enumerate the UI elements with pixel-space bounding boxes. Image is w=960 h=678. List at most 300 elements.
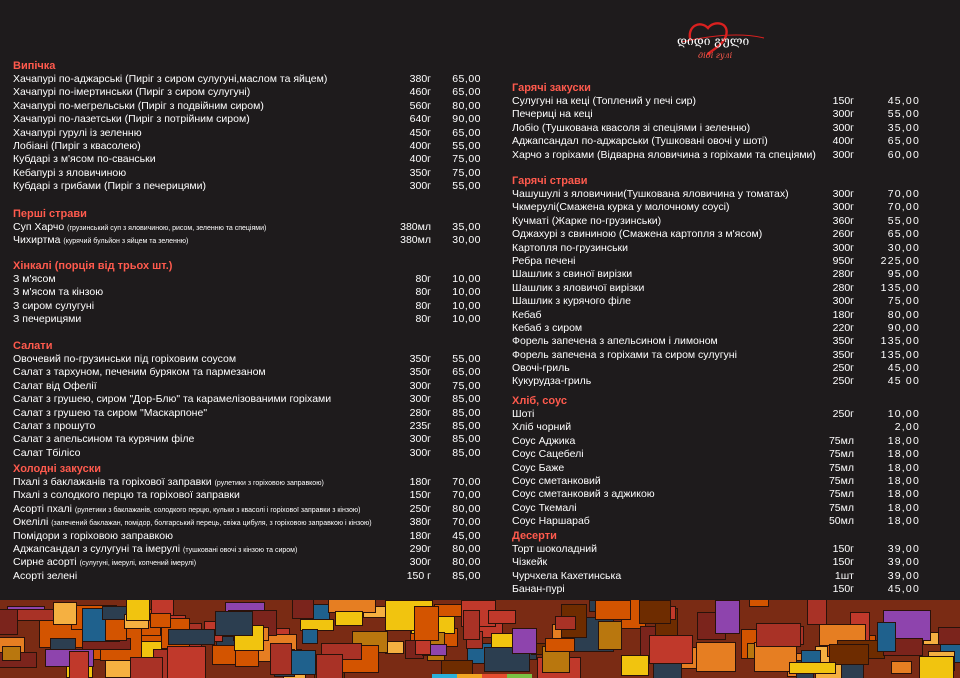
rooftop-shape (807, 600, 827, 625)
rooftop-shape (891, 661, 912, 674)
menu-item-portion: 300г (409, 433, 431, 446)
menu-item-name (512, 228, 762, 241)
menu-item-name (512, 543, 597, 556)
menu-item-name (512, 95, 696, 108)
menu-item-name (512, 502, 577, 515)
rooftop-shape (749, 600, 769, 607)
menu-section (13, 340, 481, 460)
dish-name: Торт шоколадний (512, 543, 597, 555)
menu-item-portion: 450г (409, 126, 431, 139)
section-title: Десерти (512, 530, 557, 542)
dish-name: Окелілі (13, 516, 49, 529)
menu-item (512, 435, 922, 448)
rooftop-shape (69, 651, 89, 678)
color-strip-green (507, 674, 532, 678)
menu-item-name (13, 86, 250, 99)
menu-item (13, 299, 481, 313)
dish-name: З м'ясом (13, 273, 56, 285)
dish-name: Чізкейк (512, 556, 548, 569)
menu-item-portion: 150г (832, 556, 854, 569)
dish-name: Хачапурі гурулі із зеленню (13, 126, 142, 139)
menu-item-price: 55,00 (452, 180, 481, 193)
dish-name: Шашлик з свиної вирізки (512, 268, 633, 281)
dish-name: Кебаб з сиром (512, 321, 583, 334)
menu-item-price: 70,00 (452, 516, 481, 529)
menu-item-name (512, 255, 576, 268)
menu-item (13, 234, 481, 247)
menu-item-portion: 80г (415, 286, 431, 299)
menu-item-price: 85,00 (452, 406, 481, 419)
menu-item-price: 85,00 (452, 393, 481, 406)
dish-name: Соус Сацебелі (512, 448, 584, 461)
menu-item-name (13, 180, 206, 193)
menu-item-portion: 180г (409, 529, 431, 542)
dish-name: Соус сметанковий з аджикою (512, 488, 655, 501)
rooftop-shape (639, 600, 671, 624)
menu-item-portion: 260г (832, 228, 854, 241)
menu-item-price: 45,00 (887, 362, 920, 375)
menu-item-portion: 80г (415, 273, 431, 285)
menu-item-portion: 150 г (406, 569, 431, 582)
dish-name: Чкмерулі(Смажена курка у молочному соусі) (512, 201, 730, 214)
dish-name: Овочевий по-грузинськи під горіховим соусом (13, 353, 237, 365)
menu-item-name (13, 140, 141, 153)
menu-item-name (512, 268, 632, 281)
dish-name: Суп Харчо (13, 221, 65, 233)
menu-item (512, 488, 922, 501)
menu-item-portion: 950г (832, 254, 854, 267)
dish-name: Салат з прошуто (13, 419, 96, 432)
menu-section (13, 463, 481, 583)
menu-item (13, 569, 481, 583)
menu-item-price: 70,00 (452, 489, 481, 502)
menu-item-price: 135,00 (880, 348, 920, 361)
menu-item-price: 55,00 (452, 353, 481, 365)
menu-item (512, 335, 922, 348)
menu-item-name (512, 488, 655, 501)
rooftop-shape (215, 611, 253, 636)
menu-item (512, 215, 922, 228)
menu-item-portion: 250г (409, 502, 431, 515)
menu-item-price: 39,00 (887, 569, 920, 582)
menu-item (512, 543, 922, 556)
menu-item (512, 362, 922, 375)
menu-item (512, 295, 922, 308)
dish-note: (курячий бульйон з яйцем та зеленню) (63, 238, 189, 246)
menu-item-price: 80,00 (452, 502, 481, 515)
menu-item-portion: 300г (832, 108, 854, 121)
dish-name: Шашлик з яловичої вирізки (512, 281, 645, 294)
menu-item-price: 10,00 (452, 299, 481, 312)
menu-item-portion: 180г (832, 308, 854, 321)
rooftop-shape (302, 629, 318, 644)
menu-item-portion: 150г (832, 543, 854, 555)
menu-item-portion: 75мл (828, 448, 854, 461)
menu-item (512, 583, 922, 596)
menu-item-price: 70,00 (887, 188, 920, 200)
dish-name: Харчо з горіхами (Відварна яловичина з горіхами та спеціями) (512, 148, 816, 161)
menu-item-price: 135,00 (880, 281, 920, 294)
menu-item-price: 45,00 (887, 583, 920, 596)
menu-item-price: 75,00 (452, 153, 481, 166)
section-title: Гарячі закуски (512, 82, 591, 94)
dish-name: Картопля по-грузинськи (512, 241, 628, 254)
dish-name: Кукурудза-гриль (512, 375, 592, 388)
dish-note: (рулетики з баклажанів, солодкого перцю, кульки з квасолі і горіхової заправки з кінзою) (74, 506, 361, 514)
menu-item-portion: 75мл (828, 461, 854, 474)
menu-item-name (13, 489, 240, 502)
menu-item-price: 225,00 (880, 254, 920, 267)
menu-item-name (13, 476, 324, 490)
menu-item-price: 85,00 (452, 446, 481, 459)
rooftop-shape (414, 606, 439, 641)
menu-item-portion: 300г (832, 201, 854, 214)
menu-item-portion: 280г (832, 281, 854, 294)
rooftop-shape (715, 600, 740, 634)
dish-name: Салат з апельсином та курячим філе (13, 433, 195, 446)
dish-name: Форель запечена з горіхами та сиром сулугуні (512, 348, 737, 361)
menu-item-name (512, 408, 534, 421)
rooftop-shape (168, 629, 215, 645)
menu-item-name (512, 448, 584, 461)
decorative-rooftops-illustration (0, 600, 960, 678)
menu-item (512, 462, 922, 475)
rooftop-shape (877, 622, 896, 652)
menu-item-price: 30,00 (452, 234, 481, 247)
menu-section (13, 260, 481, 327)
menu-item (13, 406, 481, 420)
menu-item-name (13, 380, 97, 393)
menu-item-price: 65,00 (452, 73, 481, 85)
menu-item-price: 10,00 (452, 286, 481, 299)
menu-item-name (512, 583, 565, 596)
menu-item-name (13, 353, 236, 366)
menu-item-portion: 80г (415, 299, 431, 312)
rooftop-shape (789, 662, 836, 674)
menu-section (512, 395, 922, 529)
menu-item (512, 135, 922, 148)
menu-item-portion: 300г (832, 121, 854, 134)
color-strip-blue (432, 674, 457, 678)
rooftop-shape (2, 646, 21, 661)
menu-item (13, 542, 481, 556)
menu-item (13, 379, 481, 393)
menu-item-price: 75,00 (887, 295, 920, 308)
menu-item-price: 45,00 (887, 95, 920, 107)
menu-item-name (13, 503, 360, 517)
menu-item (13, 433, 481, 446)
menu-item-name (512, 475, 601, 488)
rooftop-shape (53, 602, 77, 625)
dish-name: Пхалі з баклажанів та горіхової заправки (13, 476, 212, 488)
menu-section (512, 530, 922, 597)
menu-item-price: 85,00 (452, 569, 481, 582)
menu-item-name (512, 149, 816, 162)
section-title: Хінкалі (порція від трьох шт.) (13, 260, 173, 272)
menu-item (512, 108, 922, 121)
dish-name: З сиром сулугуні (13, 299, 95, 312)
dish-name: Чихиртма (13, 234, 61, 247)
section-title: Гарячі страви (512, 175, 588, 187)
dish-name: Оджахурі з свининою (Смажена картопля з м'ясом) (512, 228, 763, 241)
dish-name: Кебапурі з яловичиною (13, 166, 127, 179)
menu-item-portion: 75мл (828, 474, 854, 487)
menu-item-portion: 150г (832, 95, 854, 107)
menu-item-portion: 150г (832, 583, 854, 596)
logo-ukrainian-text: діді гулі (698, 51, 733, 60)
menu-item (13, 366, 481, 379)
menu-item-price: 30,00 (887, 241, 920, 254)
rooftop-shape (150, 613, 171, 628)
menu-item (13, 99, 481, 113)
menu-item-portion: 400г (832, 135, 854, 148)
menu-item-portion: 75мл (828, 434, 854, 447)
dish-name: Хачапурі по-лазетськи (Пиріг з потрійним сиром) (13, 113, 250, 126)
menu-item-name (512, 309, 541, 322)
dish-name: Чашушулі з яловичини(Тушкована яловичина у томатах) (512, 188, 789, 200)
dish-name: Сирне асорті (13, 556, 77, 569)
menu-item-price: 35,00 (452, 221, 481, 233)
menu-item-price: 80,00 (452, 99, 481, 112)
rooftop-shape (463, 610, 480, 640)
menu-item (13, 502, 481, 516)
rooftop-shape (130, 657, 163, 678)
menu-item (512, 475, 922, 488)
rooftop-shape (756, 623, 801, 647)
menu-item-portion: 75мл (828, 501, 854, 514)
menu-item-portion: 460г (409, 86, 431, 99)
dish-name: Кубдарі з м'ясом по-сванськи (13, 153, 156, 166)
menu-item-portion: 250г (832, 362, 854, 375)
rooftop-shape (919, 656, 954, 678)
dish-name: Кебаб (512, 308, 542, 321)
menu-item-portion: 350г (409, 166, 431, 179)
menu-item-portion: 280г (409, 406, 431, 419)
menu-item-price: 80,00 (887, 308, 920, 321)
menu-item-price: 70,00 (887, 201, 920, 214)
menu-item (13, 419, 481, 433)
menu-item-price: 95,00 (887, 268, 920, 281)
menu-item-price: 18,00 (887, 474, 920, 487)
rooftop-shape (938, 627, 960, 645)
rooftop-shape (0, 609, 18, 635)
menu-item-price: 39,00 (887, 543, 920, 555)
dish-name: Форель запечена з апельсином і лимоном (512, 335, 718, 348)
menu-item-name (13, 366, 266, 379)
section-title: Перші страви (13, 208, 87, 220)
dish-name: Кучматі (Жарке по-грузинськи) (512, 214, 662, 227)
menu-item-portion: 380мл (400, 221, 431, 233)
menu-item-price: 65,00 (887, 228, 920, 241)
rooftop-shape (649, 635, 693, 664)
dish-name: Лобіо (Тушкована квасоля зі спеціями і зеленню) (512, 121, 751, 134)
menu-item-price: 80,00 (452, 542, 481, 555)
menu-item-price: 85,00 (452, 433, 481, 446)
rooftop-shape (555, 616, 576, 630)
menu-item (13, 353, 481, 366)
menu-item-portion: 75мл (828, 488, 854, 501)
menu-item (13, 529, 481, 543)
dish-name: Хліб чорний (512, 421, 572, 434)
menu-item-name (512, 335, 718, 348)
menu-item-portion: 250г (832, 408, 854, 420)
dish-note: (сулугуні, імерулі, копчений імерулі) (79, 560, 197, 568)
menu-section (13, 208, 481, 248)
menu-item-name (13, 447, 80, 460)
menu-item-price: 10,00 (452, 273, 481, 285)
menu-item (13, 489, 481, 502)
menu-item-name (13, 313, 81, 326)
menu-item-price: 65,00 (452, 126, 481, 139)
menu-item-name (13, 407, 207, 420)
menu-item-name (13, 556, 196, 570)
menu-item (13, 516, 481, 529)
menu-item-portion: 350г (832, 348, 854, 361)
rooftop-shape (512, 628, 537, 654)
dish-name: Салат з грушею та сиром "Маскарпоне" (13, 406, 208, 419)
dish-name: З м'ясом та кінзою (13, 286, 104, 299)
menu-item-name (512, 201, 729, 214)
menu-item-name (512, 462, 564, 475)
menu-item (13, 221, 481, 234)
menu-item (512, 201, 922, 214)
menu-item-name (13, 300, 94, 313)
menu-item-price: 65,00 (452, 86, 481, 99)
menu-item-name (13, 73, 327, 86)
menu-item-name (512, 570, 621, 583)
menu-item-price: 65,00 (887, 135, 920, 148)
rooftop-shape (270, 643, 292, 675)
dish-name: Овочі-гриль (512, 362, 570, 375)
menu-item (512, 421, 922, 434)
menu-item-name (13, 516, 372, 530)
menu-item-portion: 300г (832, 295, 854, 308)
menu-item-name (512, 108, 593, 121)
menu-item-price: 35,00 (887, 121, 920, 134)
menu-item-price: 70,00 (452, 476, 481, 488)
menu-item (13, 86, 481, 99)
dish-name: Салат з тархуном, печеним буряком та пармезаном (13, 366, 266, 379)
menu-item (512, 268, 922, 281)
menu-item-price: 55,00 (887, 108, 920, 121)
menu-item-name (13, 167, 126, 180)
rooftop-shape (545, 638, 575, 652)
menu-item-portion: 300г (409, 556, 431, 569)
dish-note: (запечений баклажан, помідор, болгарський перець, свіжа цибуля, з горіховою заправкою і кінзою) (51, 520, 372, 528)
menu-item-portion: 350г (409, 366, 431, 379)
rooftop-shape (696, 642, 736, 672)
menu-item-portion: 50мл (828, 515, 854, 528)
menu-item-name (13, 234, 188, 248)
dish-note: (грузинський суп з яловичиною, рисом, зеленню та спеціями) (67, 225, 267, 232)
dish-name: Хачапурі по-мегрельськи (Пиріг з подвійним сиром) (13, 99, 264, 112)
menu-item-name (13, 570, 77, 583)
menu-item (13, 273, 481, 286)
color-strip-red (482, 674, 507, 678)
menu-item-portion: 350г (409, 353, 431, 365)
menu-section (13, 60, 481, 194)
rooftop-shape (595, 600, 631, 620)
menu-item-name (512, 295, 631, 308)
menu-item-name (512, 322, 582, 335)
menu-item-portion: 400г (409, 153, 431, 166)
menu-item (13, 153, 481, 166)
menu-item (13, 73, 481, 86)
menu-item-price: 2,00 (894, 421, 920, 434)
dish-name: Хачапурі по-аджарські (Пиріг з сиром сулугуні,маслом та яйцем) (13, 73, 328, 85)
menu-item-price: 18,00 (887, 515, 920, 528)
rooftop-shape (488, 610, 516, 624)
menu-item-name (512, 242, 628, 255)
menu-item-portion: 280г (832, 268, 854, 281)
menu-item-price: 10,00 (452, 313, 481, 326)
menu-item-name (512, 515, 590, 528)
menu-item (512, 282, 922, 295)
dish-note: (тушковані овочі з кінзою та сиром) (183, 546, 298, 554)
menu-item (512, 448, 922, 461)
menu-item (512, 309, 922, 322)
menu-item (512, 322, 922, 335)
dish-name: Аджапсандал з сулугуні та імерулі (13, 542, 181, 555)
rooftop-shape (292, 600, 314, 619)
menu-item-name (512, 362, 570, 375)
menu-item (13, 476, 481, 489)
rooftop-shape (335, 611, 363, 626)
menu-item (512, 570, 922, 583)
menu-item-name (512, 282, 644, 295)
section-title: Холодні закуски (13, 463, 101, 475)
menu-item-price: 75,00 (452, 166, 481, 179)
menu-item-portion: 300г (409, 393, 431, 406)
menu-item-price: 39,00 (887, 556, 920, 569)
dish-name: Кубдарі з грибами (Пиріг з печерицями) (13, 180, 206, 193)
menu-item (512, 502, 922, 515)
menu-item-price: 85,00 (452, 419, 481, 432)
dish-name: Банан-пурі (512, 583, 565, 596)
dish-name: Лобіані (Пиріг з квасолею) (13, 139, 141, 152)
menu-item (13, 313, 481, 326)
menu-item-price: 75,00 (452, 379, 481, 392)
dish-name: Аджапсандал по-аджарськи (Тушковані овочі у шоті) (512, 135, 768, 148)
color-strip-orange (457, 674, 482, 678)
menu-item-name (512, 421, 571, 434)
menu-item (512, 349, 922, 362)
dish-name: Шашлик з курячого філе (512, 295, 631, 308)
rooftop-shape (621, 655, 649, 676)
menu-item (13, 113, 481, 126)
menu-item-portion: 380г (409, 73, 431, 85)
menu-item-name (512, 349, 737, 362)
menu-item-name (512, 135, 768, 148)
menu-item-portion: 380г (409, 516, 431, 529)
dish-name: Шоті (512, 408, 535, 420)
menu-item-name (13, 153, 156, 166)
menu-item-portion: 250г (832, 375, 854, 388)
menu-item-portion: 560г (409, 99, 431, 112)
dish-name: Соус сметанковий (512, 474, 601, 487)
menu-item-price: 18,00 (887, 501, 920, 514)
menu-item-price: 135,00 (880, 335, 920, 348)
menu-item (512, 228, 922, 241)
menu-item (512, 515, 922, 528)
section-title: Салати (13, 340, 53, 352)
menu-item-portion: 150г (409, 489, 431, 502)
menu-item-portion: 180г (409, 476, 431, 488)
menu-item-price: 18,00 (887, 461, 920, 474)
menu-item-price: 18,00 (887, 448, 920, 461)
dish-name: Хачапурі по-імертинськи (Пиріг з сиром сулугуні) (13, 86, 251, 99)
menu-item-name (512, 375, 591, 388)
